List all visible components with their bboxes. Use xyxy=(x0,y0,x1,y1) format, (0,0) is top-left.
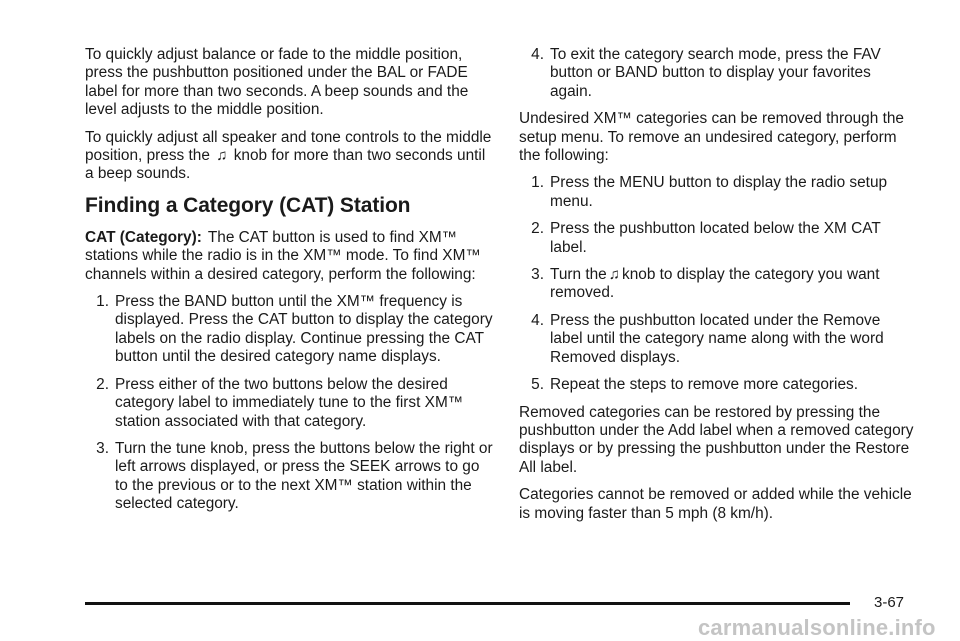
paragraph-remove-intro: Undesired XM™ categories can be removed through the setup menu. To remove an undesired category, perform the following: xyxy=(519,110,904,165)
section-heading: Finding a Category (CAT) Station xyxy=(85,193,411,217)
paragraph-balance-fade: To quickly adjust balance or fade to the middle position, press the pushbutton positioned under the BAL or FADE label for more than two seconds. A beep sounds and the level adjusts to the middle position. xyxy=(85,46,469,119)
list-item: 3. Turn the tune knob, press the buttons below the right or left arrows displayed, or press the SEEK arrows to go to the previous or to the next XM™ station within the selected category. xyxy=(96,439,493,513)
paragraph-restore: Removed categories can be restored by pressing the pushbutton under the Add label when a removed category displays or by pressing the pushbutton under the Restore All label. xyxy=(519,403,914,476)
cat-term: CAT (Category): xyxy=(85,228,202,246)
music-note-icon: ♫ xyxy=(608,266,620,284)
left-column xyxy=(85,46,493,523)
footer-rule xyxy=(85,602,850,605)
list-item: 4. Press the pushbutton located under the Remove label until the category name along with the word Removed displays. xyxy=(531,311,884,366)
paragraph-moving-note: Categories cannot be removed or added while the vehicle is moving faster than 5 mph (8 km/h). xyxy=(519,486,912,522)
list-item: 4. To exit the category search mode, press the FAV button or BAND button to display your favorites again. xyxy=(531,46,881,100)
watermark: carmanualsonline.info xyxy=(698,615,936,640)
list-item: 3. Turn the ♫ knob to display the category you want removed. xyxy=(531,266,880,302)
remove-steps-list xyxy=(519,174,914,394)
paragraph-tone-reset: To quickly adjust all speaker and tone controls to the middle position, press the ♫ knob for more than two seconds until a beep sounds. xyxy=(85,128,492,183)
right-column xyxy=(519,46,914,532)
list-item: 5. Repeat the steps to remove more categories. xyxy=(531,376,858,394)
paragraph-cat: CAT (Category): The CAT button is used to find XM™ stations while the radio is in the XM™ mode. To find XM™ channels within a desired category, perform the following: xyxy=(85,228,481,283)
cat-steps-list xyxy=(85,293,493,513)
music-note-icon: ♫ xyxy=(216,147,228,165)
list-item: 2. Press either of the two buttons below the desired category label to immediately tune to the first XM™ station associated with that category. xyxy=(96,375,464,430)
list-item: 2. Press the pushbutton located below the XM CAT label. xyxy=(531,220,881,256)
cat-steps-continued xyxy=(519,46,914,101)
page-number: 3-67 xyxy=(874,594,905,611)
list-item: 1. Press the MENU button to display the radio setup menu. xyxy=(531,174,888,210)
list-item: 1. Press the BAND button until the XM™ frequency is displayed. Press the CAT button to display the category labels on the radio display. Continue pressing the CAT button until the desired category name displays. xyxy=(96,293,493,366)
